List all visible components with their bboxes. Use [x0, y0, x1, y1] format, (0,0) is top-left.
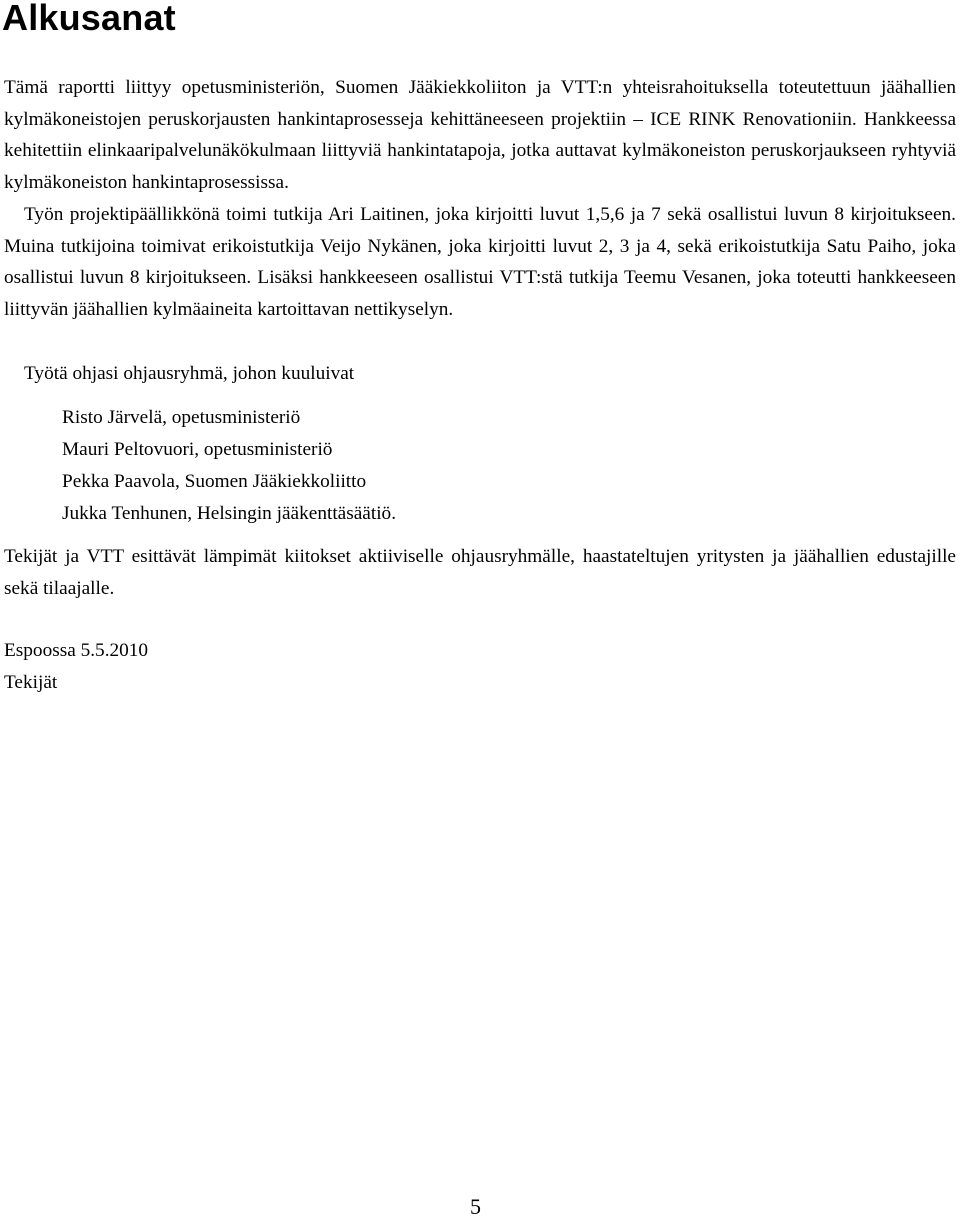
list-item: Pekka Paavola, Suomen Jääkiekkoliitto — [62, 471, 367, 492]
signature: Tekijät — [4, 672, 58, 693]
paragraph-project-description: Tämä raportti liittyy opetusministeriön, Suomen Jääkiekkoliiton ja VTT:n yhteisrahoituksella toteutettuun jäähallien kylmäkoneistojen peruskorjausten hankintaprosesseja kehittäneeseen projektiin – ICE RINK Renovationiin. Hankkeessa kehitettiin elinkaaripalvelunäkökulmaan liittyviä hankintatapoja, jotka auttavat kylmäkoneiston peruskorjaukseen ryhtyviä kylmäkoneiston hankintaprosessissa. — [4, 77, 956, 193]
list-item: Risto Järvelä, opetusministeriö — [62, 407, 301, 428]
list-item: Mauri Peltovuori, opetusministeriö — [62, 439, 333, 460]
paragraph-authors: Työn projektipäällikkönä toimi tutkija Ari Laitinen, joka kirjoitti luvut 1,5,6 ja 7 sekä osallistui luvun 8 kirjoitukseen. Muina tutkijoina toimivat erikoistutkija Veijo Nykänen, joka kirjoitti luvut 2, 3 ja 4, sekä erikoistutkija Satu Paiho, joka osallistui luvun 8 kirjoitukseen. Lisäksi hankkeeseen osallistui VTT:stä tutkija Teemu Vesanen, joka toteutti hankkeeseen liittyvän jäähallien kylmäaineita kartoittavan nettikyselyn. — [4, 204, 956, 320]
paragraph-steering-group-intro: Työtä ohjasi ohjausryhmä, johon kuuluivat — [24, 363, 355, 384]
closing-block — [4, 635, 148, 699]
intro-paragraph — [4, 72, 956, 198]
page-number: 5 — [470, 1194, 481, 1219]
steering-group-list — [62, 402, 396, 530]
thanks-paragraph — [4, 541, 956, 604]
list-item: Jukka Tenhunen, Helsingin jääkenttäsäätiö. — [62, 503, 397, 524]
steering-intro — [4, 358, 956, 390]
page-title: Alkusanat — [2, 0, 176, 38]
authors-paragraph — [4, 199, 956, 325]
paragraph-thanks: Tekijät ja VTT esittävät lämpimät kiitokset aktiiviselle ohjausryhmälle, haastateltujen yritysten ja jäähallien edustajille sekä tilaajalle. — [4, 546, 956, 599]
place-date: Espoossa 5.5.2010 — [4, 640, 149, 661]
